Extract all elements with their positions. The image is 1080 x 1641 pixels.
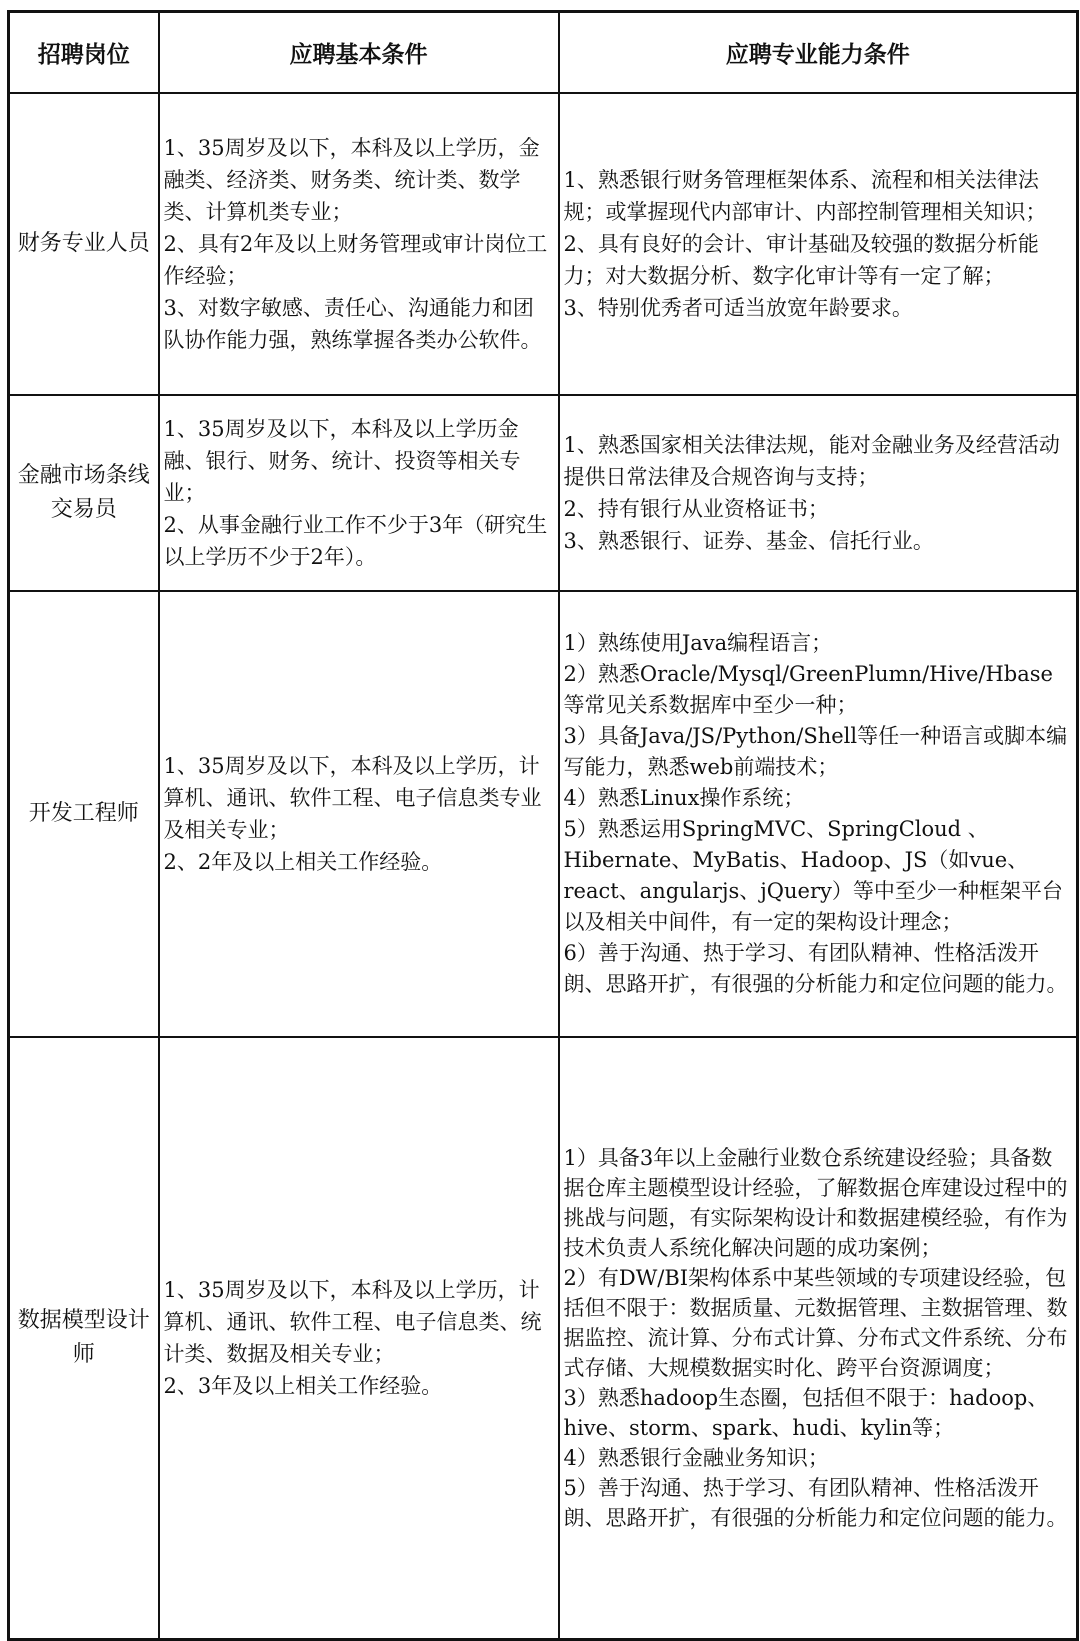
table-header-row [9, 12, 1078, 93]
header-professional-requirements: 应聘专业能力条件 [559, 12, 1078, 93]
requirement-item: 2）熟悉Oracle/Mysql/GreenPlumn/Hive/Hbase等常见关系数据库中至少一种； [563, 661, 1053, 717]
position-cell: 开发工程师 [9, 591, 159, 1037]
table-row [9, 1037, 1078, 1640]
professional-requirements-cell [559, 395, 1078, 591]
cropped-text-line [4, 0, 564, 7]
requirement-item: 2、2年及以上相关工作经验。 [163, 849, 443, 874]
table-row [9, 93, 1078, 395]
professional-requirements-cell [559, 93, 1078, 395]
requirement-item: 6）善于沟通、热于学习、有团队精神、性格活泼开朗、思路开扩，有很强的分析能力和定位问题的能力。 [563, 940, 1068, 996]
requirement-item: 1、35周岁及以下，本科及以上学历金融、银行、财务、统计、投资等相关专业； [163, 416, 521, 505]
requirement-item: 1、熟悉银行财务管理框架体系、流程和相关法律法规；或掌握现代内部审计、内部控制管理相关知识； [563, 167, 1047, 224]
header-basic-requirements: 应聘基本条件 [159, 12, 559, 93]
position-cell: 数据模型设计师 [9, 1037, 159, 1640]
requirement-item: 3、对数字敏感、责任心、沟通能力和团队协作能力强，熟练掌握各类办公软件。 [163, 295, 542, 352]
requirement-item: 3）具备Java/JS/Python/Shell等任一种语言或脚本编写能力，熟悉web前端技术； [563, 723, 1068, 779]
requirement-item: 4）熟悉Linux操作系统； [563, 785, 805, 810]
requirement-item: 2、持有银行从业资格证书； [563, 496, 829, 521]
requirement-item: 2）有DW/BI架构体系中某些领域的专项建设经验，包括但不限于：数据质量、元数据管理、主数据管理、数据监控、流计算、分布式计算、分布式文件系统、分布式存储、大规模数据实时化、跨平台资源调度； [563, 1265, 1068, 1380]
requirement-item: 1、35周岁及以下，本科及以上学历，计算机、通讯、软件工程、电子信息类、统计类、数据及相关专业； [163, 1277, 542, 1366]
requirement-item: 1）具备3年以上金融行业数仓系统建设经验；具备数据仓库主题模型设计经验，了解数据仓库建设过程中的挑战与问题，有实际架构设计和数据建模经验，有作为技术负责人系统化解决问题的成功案例； [563, 1145, 1068, 1260]
basic-requirements-cell [159, 591, 559, 1037]
basic-requirements-cell [159, 395, 559, 591]
requirement-item: 2、从事金融行业工作不少于3年（研究生以上学历不少于2年）。 [163, 512, 548, 569]
requirement-item: 1、熟悉国家相关法律法规，能对金融业务及经营活动提供日常法律及合规咨询与支持； [563, 432, 1060, 489]
requirement-item: 3、特别优秀者可适当放宽年龄要求。 [563, 295, 913, 320]
requirement-item: 5）熟悉运用SpringMVC、SpringCloud 、Hibernate、MyBatis、Hadoop、JS（如vue、react、angularjs、jQuery）等中至少一种框架平台以及相关中间件，有一定的架构设计理念； [563, 816, 1063, 934]
header-position: 招聘岗位 [9, 12, 159, 93]
requirement-item: 1）熟练使用Java编程语言； [563, 630, 833, 655]
professional-requirements-cell [559, 591, 1078, 1037]
requirement-item: 1、35周岁及以下，本科及以上学历，金融类、经济类、财务类、统计类、数学类、计算机类专业； [163, 135, 540, 224]
position-cell: 财务专业人员 [9, 93, 159, 395]
position-cell: 金融市场条线交易员 [9, 395, 159, 591]
requirement-item: 2、具有良好的会计、审计基础及较强的数据分析能力；对大数据分析、数字化审计等有一定了解； [563, 231, 1039, 288]
table-row [9, 395, 1078, 591]
requirement-item: 3、熟悉银行、证券、基金、信托行业。 [563, 528, 934, 553]
requirement-item: 1、35周岁及以下，本科及以上学历，计算机、通讯、软件工程、电子信息类专业及相关专业； [163, 753, 542, 842]
basic-requirements-cell [159, 1037, 559, 1640]
recruitment-table [7, 10, 1079, 1641]
table-row [9, 591, 1078, 1037]
professional-requirements-cell [559, 1037, 1078, 1640]
requirement-item: 3）熟悉hadoop生态圈，包括但不限于：hadoop、hive、storm、spark、hudi、kylin等； [563, 1385, 1049, 1440]
basic-requirements-cell [159, 93, 559, 395]
requirement-item: 4）熟悉银行金融业务知识； [563, 1445, 829, 1470]
requirement-item: 2、具有2年及以上财务管理或审计岗位工作经验； [163, 231, 548, 288]
requirement-item: 5）善于沟通、热于学习、有团队精神、性格活泼开朗、思路开扩，有很强的分析能力和定位问题的能力。 [563, 1475, 1068, 1530]
requirement-item: 2、3年及以上相关工作经验。 [163, 1373, 443, 1398]
